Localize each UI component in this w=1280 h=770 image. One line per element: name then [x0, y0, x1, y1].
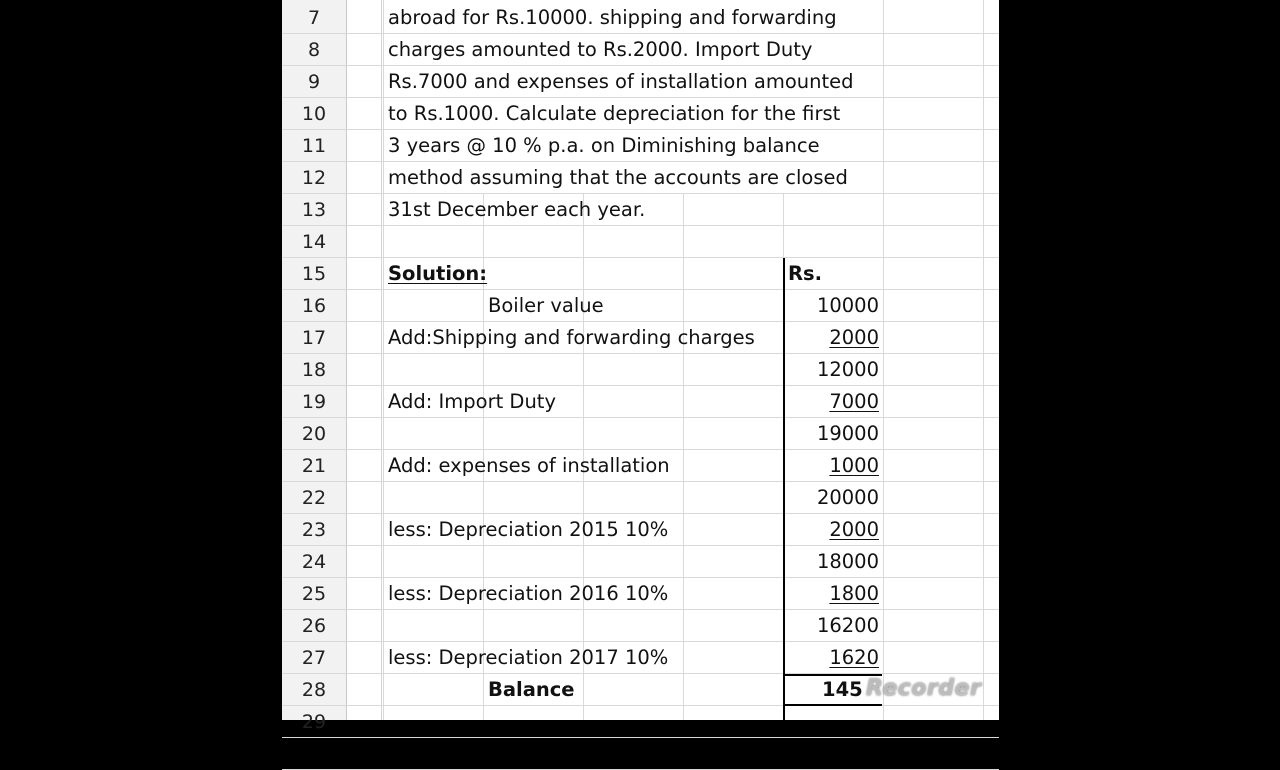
line-label[interactable]: less: Depreciation 2017 10% — [388, 646, 669, 669]
balance-amount[interactable]: 145 — [822, 678, 863, 701]
row-number[interactable]: 26 — [301, 615, 327, 637]
row-number[interactable]: 12 — [301, 167, 327, 189]
line-label[interactable]: Add:Shipping and forwarding charges — [388, 326, 755, 349]
row-number[interactable]: 16 — [301, 295, 327, 317]
balance-bottom-border — [783, 704, 882, 706]
problem-text[interactable]: 31st December each year. — [388, 198, 646, 221]
row-number[interactable]: 21 — [301, 455, 327, 477]
row-number[interactable]: 17 — [301, 327, 327, 349]
line-amount[interactable]: 2000 — [829, 518, 879, 541]
line-label[interactable]: less: Depreciation 2015 10% — [388, 518, 669, 541]
row-number[interactable]: 28 — [301, 679, 327, 701]
row-number[interactable]: 29 — [301, 711, 327, 733]
row-number[interactable]: 23 — [301, 519, 327, 541]
row-number[interactable]: 10 — [301, 103, 327, 125]
line-amount[interactable]: 19000 — [816, 422, 879, 445]
amount-column-border — [783, 258, 785, 720]
balance-label[interactable]: Balance — [488, 678, 575, 701]
row-number[interactable]: 14 — [301, 231, 327, 253]
row-number[interactable]: 19 — [301, 391, 327, 413]
line-amount[interactable]: 1000 — [829, 454, 879, 477]
line-label[interactable]: Boiler value — [488, 294, 604, 317]
problem-text[interactable]: 3 years @ 10 % p.a. on Diminishing balance — [388, 134, 820, 157]
line-amount[interactable]: 18000 — [816, 550, 879, 573]
row-number[interactable]: 8 — [307, 39, 321, 61]
row-number[interactable]: 15 — [301, 263, 327, 285]
line-amount[interactable]: 10000 — [816, 294, 879, 317]
row-number[interactable]: 7 — [307, 7, 321, 29]
line-label[interactable]: Add: expenses of installation — [388, 454, 670, 477]
line-amount[interactable]: 16200 — [816, 614, 879, 637]
watermark: Recorder — [866, 676, 982, 701]
line-amount[interactable]: 1620 — [829, 646, 879, 669]
amount-header[interactable]: Rs. — [788, 262, 823, 285]
column-gridline — [883, 0, 884, 720]
problem-text[interactable]: Rs.7000 and expenses of installation amounted — [388, 70, 854, 93]
line-amount[interactable]: 7000 — [829, 390, 879, 413]
row-number[interactable]: 13 — [301, 199, 327, 221]
problem-text[interactable]: to Rs.1000. Calculate depreciation for the first — [388, 102, 841, 125]
row-gridline — [282, 705, 999, 706]
column-b — [346, 0, 382, 720]
line-label[interactable]: Add: Import Duty — [388, 390, 556, 413]
row-number[interactable]: 25 — [301, 583, 327, 605]
row-number[interactable]: 9 — [307, 71, 321, 93]
row-number[interactable]: 24 — [301, 551, 327, 573]
row-number[interactable]: 11 — [301, 135, 327, 157]
line-amount[interactable]: 12000 — [816, 358, 879, 381]
column-gridline — [683, 194, 684, 720]
problem-text[interactable]: abroad for Rs.10000. shipping and forwarding — [388, 6, 837, 29]
row-number[interactable]: 22 — [301, 487, 327, 509]
column-gridline — [383, 0, 384, 720]
row-gridline — [282, 737, 999, 738]
spreadsheet[interactable] — [282, 0, 999, 733]
line-amount[interactable]: 2000 — [829, 326, 879, 349]
row-number[interactable]: 18 — [301, 359, 327, 381]
row-number[interactable]: 20 — [301, 423, 327, 445]
problem-text[interactable]: charges amounted to Rs.2000. Import Duty — [388, 38, 813, 61]
line-label[interactable]: less: Depreciation 2016 10% — [388, 582, 669, 605]
solution-heading[interactable]: Solution: — [388, 262, 488, 285]
problem-text[interactable]: method assuming that the accounts are closed — [388, 166, 848, 189]
row-number[interactable]: 27 — [301, 647, 327, 669]
line-amount[interactable]: 20000 — [816, 486, 879, 509]
column-gridline — [983, 0, 984, 720]
line-amount[interactable]: 1800 — [829, 582, 879, 605]
